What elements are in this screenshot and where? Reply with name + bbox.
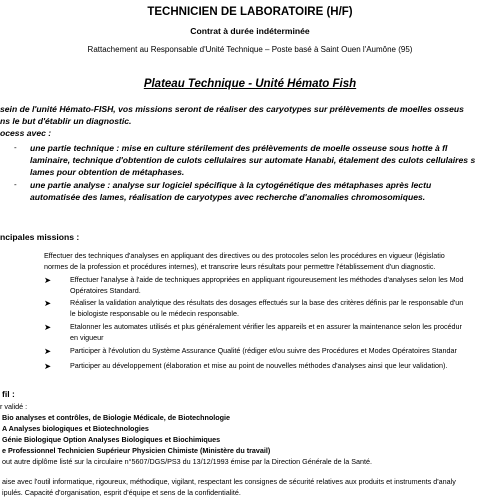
- intro-line-2: ns le but d'établir un diagnostic.: [0, 116, 132, 126]
- bullet-dash: -: [14, 143, 17, 152]
- profile-validated: r validé :: [0, 402, 28, 411]
- process-technique-line-1: une partie technique : mise en culture stérilement des prélèvements de moelle osseuse sous hotte à fl: [30, 143, 448, 153]
- intro-line-3: ocess avec :: [0, 128, 52, 138]
- mission-2-line-2: le biologiste responsable ou le médecin responsable.: [70, 309, 240, 318]
- arrow-bullet-icon: ➤: [44, 298, 52, 308]
- process-technique-line-3: lames pour obtention de métaphases.: [30, 167, 185, 177]
- diploma-4: e Professionnel Technicien Supérieur Physicien Chimiste (Ministère du travail): [2, 446, 271, 455]
- arrow-bullet-icon: ➤: [44, 361, 52, 371]
- process-analyse-line-1: une partie analyse : analyse sur logiciel spécifique à la cytogénétique des métaphases après lectu: [30, 180, 432, 190]
- mission-1-line-1: Effectuer l'analyse à l'aide de techniques appropriées en appliquant rigoureusement les méthodes d'analyses selon les Mod: [70, 275, 464, 284]
- other-diploma: out autre diplôme listé sur la circulaire n°5607/DGS/PS3 du 13/12/1993 émise par la Direction Générale de la Santé.: [2, 457, 373, 466]
- mission-4-line-1: Participer à l'évolution du Système Assurance Qualité (rédiger et/ou suivre des Procédures et Modes Opératoires Standar: [70, 346, 457, 355]
- intro-line-1: sein de l'unité Hémato-FISH, vos missions seront de réaliser des caryotypes sur prélèvements de moelles osseus: [0, 104, 464, 114]
- process-technique-line-2: laminaire, technique d'obtention de culots cellulaires sur automate Hanabi, étalement des culots cellulaires s: [30, 155, 476, 165]
- diploma-3: Génie Biologique Option Analyses Biologiques et Biochimiques: [2, 435, 221, 444]
- profile-heading: fil :: [2, 389, 15, 399]
- missions-intro-line-2: normes de la profession et procédures internes), et transcrire leurs résultats pour permettre l'établissement d'un diagnostic.: [44, 262, 436, 271]
- missions-intro-line-1: Effectuer des techniques d'analyses en appliquant des directives ou des protocoles selon les procédures en vigueur (législatio: [44, 251, 445, 260]
- process-analyse-line-2: automatisée des lames, réalisation de caryotypes avec recherche d'anomalies chromosomiques.: [30, 192, 426, 202]
- mission-5-line-1: Participer au développement (élaboration et mise au point de nouvelles méthodes d'analyses ainsi que leur validation).: [70, 361, 448, 370]
- diploma-2: A Analyses biologiques et Biotechnologies: [2, 424, 149, 433]
- bullet-dash: -: [14, 180, 17, 189]
- contract-type: Contrat à durée indéterminée: [190, 26, 310, 36]
- mission-3-line-1: Etalonner les automates utilisés et plus généralement vérifier les appareils et en assurer la maintenance selon les procédur: [70, 322, 462, 331]
- arrow-bullet-icon: ➤: [44, 346, 52, 356]
- missions-heading: ncipales missions :: [0, 232, 80, 242]
- attachment-line: Rattachement au Responsable d'Unité Technique – Poste basé à Saint Ouen l'Aumône (95): [87, 45, 413, 54]
- skills-line-1: aise avec l'outil informatique, rigoureux, méthodique, vigilant, respectant les consignes de sécurité relatives aux produits et instruments d'analy: [2, 477, 456, 486]
- diploma-1: Bio analyses et contrôles, de Biologie Médicale, de Biotechnologie: [2, 413, 231, 422]
- job-title: TECHNICIEN DE LABORATOIRE (H/F): [147, 6, 353, 18]
- mission-2-line-1: Réaliser la validation analytique des résultats des dosages effectués sur la base des critères définis par le responsable d'un: [70, 298, 464, 307]
- arrow-bullet-icon: ➤: [44, 322, 52, 332]
- section-title: Plateau Technique - Unité Hémato Fish: [143, 78, 357, 90]
- arrow-bullet-icon: ➤: [44, 275, 52, 285]
- mission-1-line-2: Opératoires Standard.: [70, 286, 141, 295]
- mission-3-line-2: en vigueur: [70, 333, 104, 342]
- skills-line-2: ipulés. Capacité d'organisation, esprit d'équipe et sens de la confidentialité.: [2, 488, 241, 497]
